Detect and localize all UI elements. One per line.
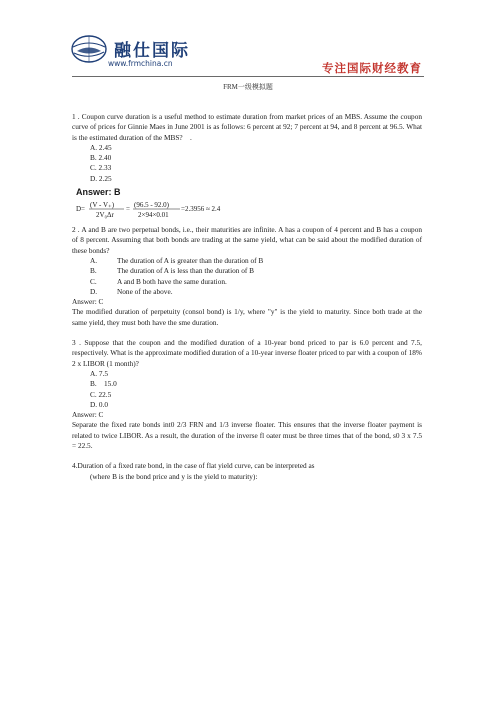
formula-den1: 2V₀Δr bbox=[96, 211, 114, 220]
q2-option-a: A. The duration of A is greater than the duration of B bbox=[90, 255, 264, 265]
q4-subtext: (where B is the bond price and y is the yield to maturity): bbox=[90, 471, 258, 481]
q1-option-b: B. 2.40 bbox=[90, 153, 112, 163]
q3-explanation: Separate the fixed rate bonds int0 2/3 FRN and 1/3 inverse floater. This ensures that the inverse floater payment is related to twice LIBOR. As a result, the duration of the inverse fl oater must be three times that of the bond, s0 3 x 7.5 = 22.5. bbox=[72, 420, 422, 451]
question-2: 2 . A and B are two perpetual bonds, i.e., their maturities are infinite. A has a coupon of 4 percent and B has a coupon of 8 percent. Assuming that both bonds are trading at the same yield, what can be said about the modified duration of these bonds? bbox=[72, 225, 422, 255]
question-content bbox=[72, 112, 422, 482]
document-title: FRM一级模拟题 bbox=[223, 83, 273, 91]
q3-option-a: A. 7.5 bbox=[90, 368, 109, 378]
globe-logo-icon bbox=[70, 34, 108, 64]
question-3: 3 . Suppose that the coupon and the modified duration of a 10-year bond priced to par is 6.0 percent and 7.5, respectively. What is the approximate modified duration of a 10-year inverse floater priced to par with a coupon of 18% 2 x LIBOR (1 month)? bbox=[72, 338, 422, 368]
duration-formula bbox=[76, 198, 276, 222]
question-1: 1 . Coupon curve duration is a useful method to estimate duration from market prices of an MBS. Assume the coupon curve of prices for Ginnie Maes in June 2001 is as follows: 6 percent at 92; 7 percent at 94, and 8 percent at 96.5. What is the estimated duration of the MBS? . bbox=[72, 112, 422, 142]
q2-explanation: The modified duration of perpetuity (consol bond) is 1/y, where "y" is the yield to maturity. Since both trade at the same yield, they must both have the sme duration. bbox=[72, 307, 422, 327]
q1-answer-formula bbox=[76, 187, 422, 221]
formula-num2: (96.5 - 92.0) bbox=[134, 201, 169, 210]
brand-name: 融仕国际 bbox=[114, 41, 190, 61]
header-divider bbox=[72, 76, 424, 77]
q1-option-a: A. 2.45 bbox=[90, 142, 112, 152]
q1-option-d: D. 2.25 bbox=[90, 173, 112, 183]
q1-answer: Answer: B bbox=[76, 187, 121, 198]
formula-lhs: D= bbox=[76, 205, 86, 214]
q2-option-c: C. A and B both have the same duration. bbox=[90, 276, 227, 286]
q3-option-d: D. 0.0 bbox=[90, 399, 109, 409]
page-header bbox=[0, 0, 496, 80]
question-4: 4.Duration of a fixed rate bond, in the case of flat yield curve, can be interpreted as bbox=[72, 461, 315, 471]
q1-option-c: C. 2.33 bbox=[90, 163, 112, 173]
formula-num1: (V - V₊) bbox=[90, 201, 115, 210]
site-url: www.frmchina.cn bbox=[108, 59, 173, 68]
q2-option-d: D. None of the above. bbox=[90, 286, 173, 296]
q2-answer: Answer: C bbox=[72, 297, 104, 307]
formula-result: =2.3956 ≈ 2.4 bbox=[181, 205, 221, 214]
q3-option-b: B. 15.0 bbox=[90, 379, 117, 389]
q3-answer: Answer: C bbox=[72, 410, 104, 420]
formula-den2: 2×94×0.01 bbox=[138, 211, 169, 220]
svg-text:=: = bbox=[126, 205, 130, 214]
q2-option-b: B. The duration of A is less than the duration of B bbox=[90, 266, 254, 276]
slogan: 专注国际财经教育 bbox=[322, 61, 422, 75]
q3-option-c: C. 22.5 bbox=[90, 389, 112, 399]
